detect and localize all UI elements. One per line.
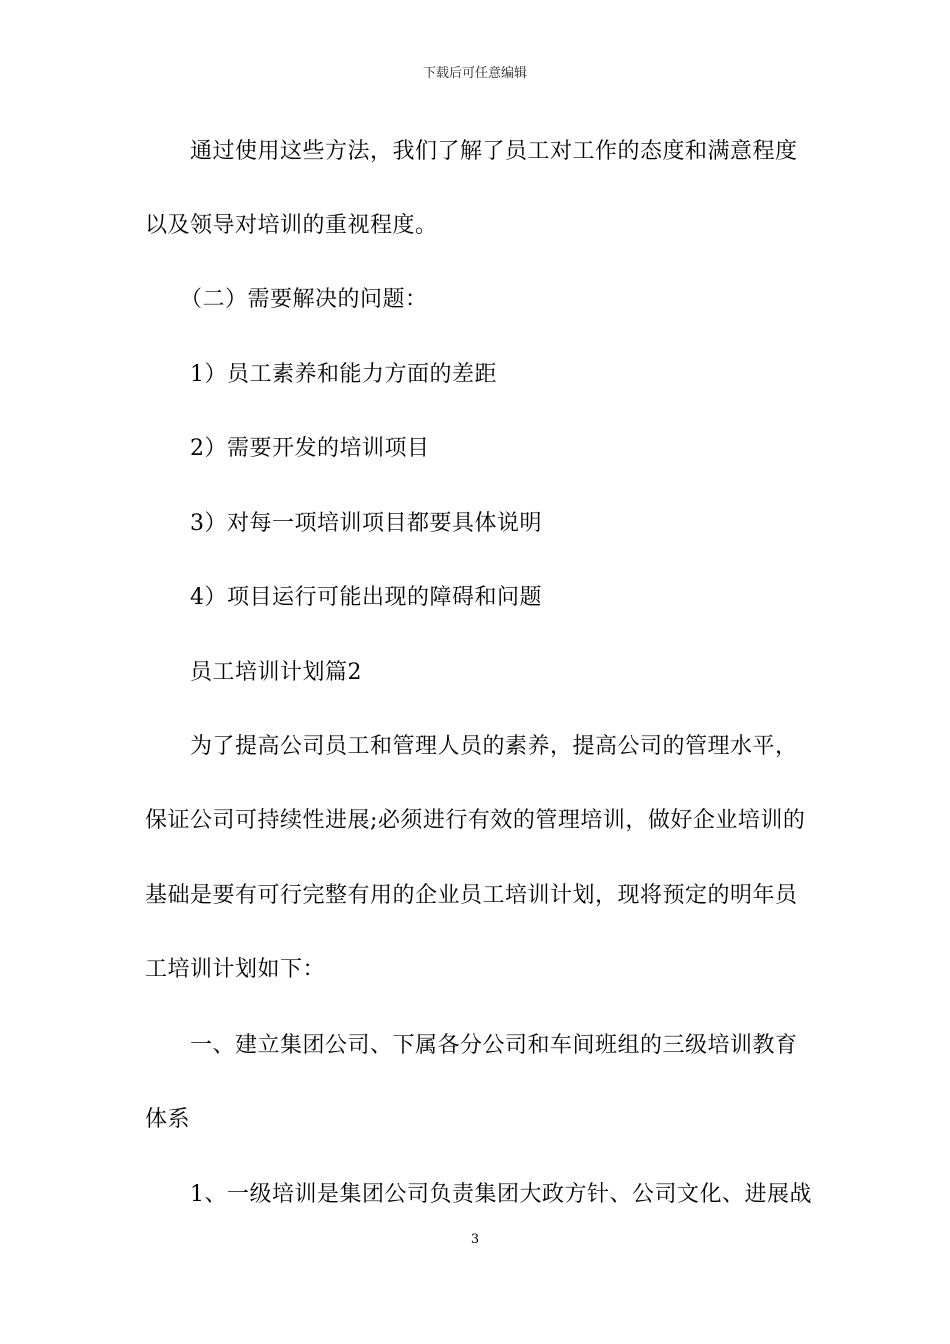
- list-item: 2）需要开发的培训项目: [190, 436, 430, 461]
- body-line: 以及领导对培训的重视程度。: [145, 213, 438, 238]
- page-number: 3: [470, 1232, 480, 1247]
- body-line: 通过使用这些方法，我们了解了员工对工作的态度和满意程度: [190, 139, 798, 164]
- body-line: 1、一级培训是集团公司负责集团大政方针、公司文化、进展战: [190, 1182, 812, 1207]
- body-line: 为了提高公司员工和管理人员的素养，提高公司的管理水平，: [190, 734, 798, 759]
- list-item: 3）对每一项培训项目都要具体说明: [190, 511, 542, 536]
- body-line: 工培训计划如下：: [145, 957, 326, 982]
- list-item: 1）员工素养和能力方面的差距: [190, 362, 497, 387]
- article-title: 员工培训计划篇2: [190, 660, 362, 685]
- body-line: 体系: [145, 1107, 191, 1132]
- body-line: 一、建立集团公司、下属各分公司和车间班组的三级培训教育: [190, 1033, 798, 1058]
- body-line: 保证公司可持续性进展;必须进行有效的管理培训，做好企业培训的: [145, 808, 806, 833]
- body-line: 基础是要有可行完整有用的企业员工培训计划，现将预定的明年员: [145, 883, 798, 908]
- list-item: 4）项目运行可能出现的障碍和问题: [190, 585, 542, 610]
- section-heading: （二）需要解决的问题：: [180, 287, 428, 312]
- page-header: 下载后可任意编辑: [422, 66, 527, 81]
